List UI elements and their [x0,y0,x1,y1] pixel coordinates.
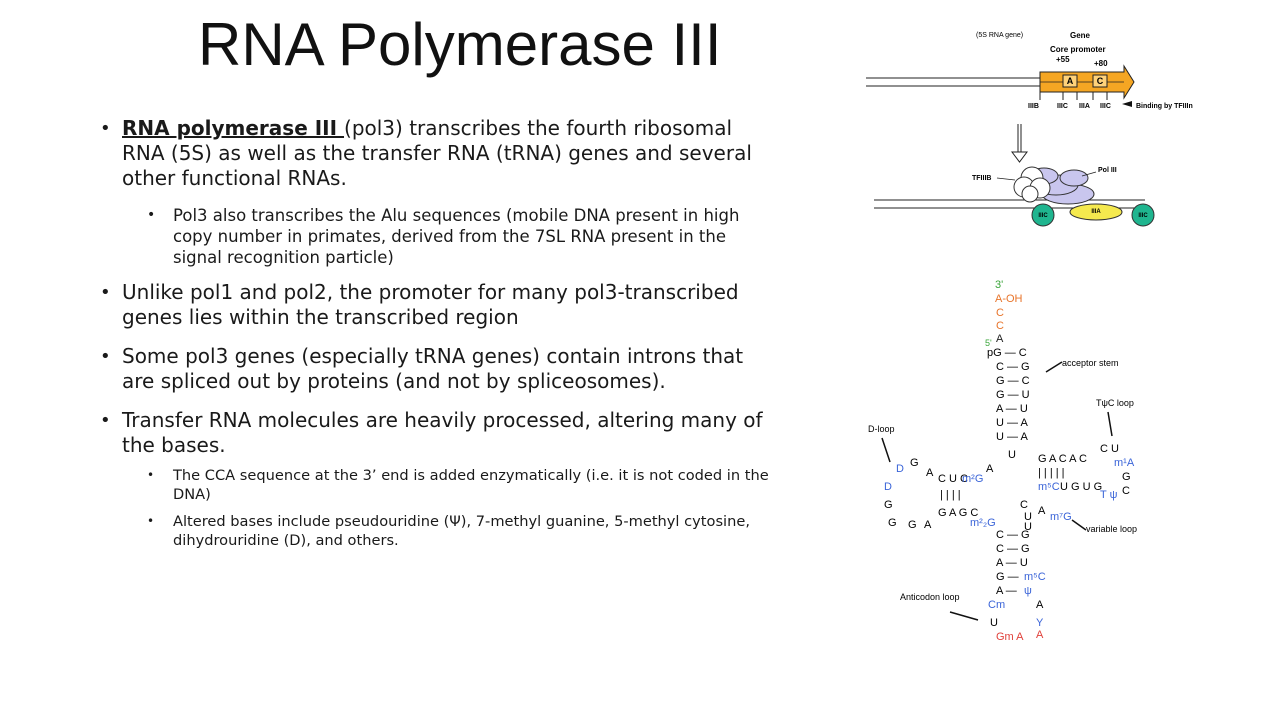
svg-text:| | | |: | | | | [940,489,961,501]
three-prime-label: 3' [995,279,1004,291]
svg-text:C: C [1020,499,1028,511]
svg-text:m¹A: m¹A [1114,457,1135,469]
svg-text:G — C: G — C [996,375,1030,387]
binding-arrow-icon [1122,101,1132,107]
svg-text:m⁵C: m⁵C [1038,481,1060,493]
svg-text:U: U [990,617,998,629]
iiia-label: IIIA [1091,209,1101,215]
svg-text:G A G C: G A G C [938,507,979,519]
tpsic-loop-label: TψC loop [1096,398,1134,408]
promoter-diagram [860,24,1193,244]
svg-text:G: G [884,499,893,511]
svg-text:C U C: C U C [938,473,968,485]
core-promoter-label: Core promoter [1050,45,1106,54]
variable-loop-label: variable loop [1086,524,1138,534]
a-oh-label: A-OH [995,293,1023,305]
svg-text:G: G [910,457,919,469]
label-iiic-2: IIIC [1100,103,1111,110]
acceptor-stem-label: acceptor stem [1062,358,1119,368]
box-a-label: A [1066,76,1074,86]
gene-label: Gene [1070,31,1091,40]
svg-text:G — U: G — U [996,389,1030,401]
pos-55-label: +55 [1056,55,1070,64]
gene-5s-label: (5S RNA gene) [976,32,1024,39]
bullet-2: • Unlike pol1 and pol2, the promoter for many pol3-transcribed genes lies within the transcribed region [100,280,780,330]
bullet-1-lead: RNA polymerase III [122,116,345,140]
iiic-right-label: IIIC [1138,213,1148,219]
svg-text:U: U [1008,449,1016,461]
svg-text:G: G [1122,471,1131,483]
anticodon-loop-label: Anticodon loop [900,592,960,602]
base-c1: C [996,307,1004,319]
pos-80-label: +80 [1094,59,1108,68]
svg-text:ψ: ψ [1024,585,1032,597]
svg-text:G —: G — [996,571,1019,583]
svg-text:m⁷G: m⁷G [1050,511,1072,523]
svg-text:C — G: C — G [996,361,1030,373]
svg-text:G: G [908,519,917,531]
variable-loop-arrow-icon [1072,520,1086,530]
svg-text:Y: Y [1036,617,1044,629]
base-a: A [996,333,1004,345]
slide-title: RNA Polymerase III [198,11,722,78]
svg-text:U: U [1024,511,1032,523]
svg-text:A: A [1036,629,1044,641]
svg-text:A: A [924,519,932,531]
bullet-1-sub-1: • Pol3 also transcribes the Alu sequences (mobile DNA present in high copy number in primates, derived from the 7SL RNA present in the signal recognition particle) [125,205,780,268]
svg-text:U G U G: U G U G [1060,481,1103,493]
iiic-left-label: IIIC [1038,213,1048,219]
svg-text:A —: A — [996,585,1017,597]
bullet-4-sub-2: • Altered bases include pseudouridine (Ψ), 7-methyl guanine, 5-methyl cytosine, dihydrouridine (D), and others. [125,512,780,550]
tpsic-arrow-icon [1108,412,1112,436]
svg-text:m²G: m²G [962,473,984,485]
svg-text:Gm A: Gm A [996,631,1024,643]
label-iiib: IIIB [1028,103,1039,110]
svg-text:G A C A C: G A C A C [1038,453,1087,465]
bullet-1 [100,116,780,191]
svg-text:C — G: C — G [996,543,1030,555]
bullet-list [100,116,780,558]
svg-text:Cm: Cm [988,599,1006,611]
acceptor-arrow-icon [1046,362,1062,372]
svg-text:| | | | |: | | | | | [1038,467,1065,479]
anticodon-arrow-icon [950,612,978,620]
svg-text:C U: C U [1100,443,1119,455]
svg-text:U — A: U — A [996,417,1028,429]
svg-text:m²₂G: m²₂G [970,517,996,529]
bullet-1-text: (pol3) transcribes the fourth ribosomal RNA (5S) as well as the transfer RNA (tRNA) genes and several other functional RNAs. [122,116,752,190]
bullet-3: • Some pol3 genes (especially tRNA genes) contain introns that are spliced out by proteins (and not by spliceosomes). [100,344,780,394]
d-loop-arrow-icon [882,438,890,462]
svg-text:A: A [926,467,934,479]
label-iiic-1: IIIC [1057,103,1068,110]
svg-text:m⁵C: m⁵C [1024,571,1046,583]
five-prime-label: 5' [985,338,992,348]
tfiiib-label: TFIIIB [972,175,992,182]
svg-text:pG — C: pG — C [987,347,1027,359]
svg-text:A — U: A — U [996,557,1028,569]
base-c2: C [996,320,1004,332]
svg-text:A — U: A — U [996,403,1028,415]
svg-text:C: C [1122,485,1130,497]
bullet-4-sub-1: • The CCA sequence at the 3’ end is added enzymatically (i.e. it is not coded in the DNA) [125,466,780,504]
d-loop-label: D-loop [868,424,895,434]
trna-cloverleaf-diagram [860,276,1150,656]
bullet-4: • Transfer RNA molecules are heavily processed, altering many of the bases. [100,408,780,458]
binding-label: Binding by TFIIIn [1136,103,1193,110]
svg-text:D: D [896,463,904,475]
svg-text:U — A: U — A [996,431,1028,443]
svg-text:U: U [1024,521,1032,533]
svg-text:A: A [1036,599,1044,611]
pol-iii-label: Pol III [1098,167,1117,174]
svg-text:A: A [986,463,994,475]
box-c-label: C [1096,76,1104,86]
svg-text:T ψ: T ψ [1100,489,1118,501]
svg-text:G: G [888,517,897,529]
svg-text:C — G: C — G [996,529,1030,541]
svg-text:D: D [884,481,892,493]
svg-text:A: A [1038,505,1046,517]
label-iiia: IIIA [1079,103,1090,110]
